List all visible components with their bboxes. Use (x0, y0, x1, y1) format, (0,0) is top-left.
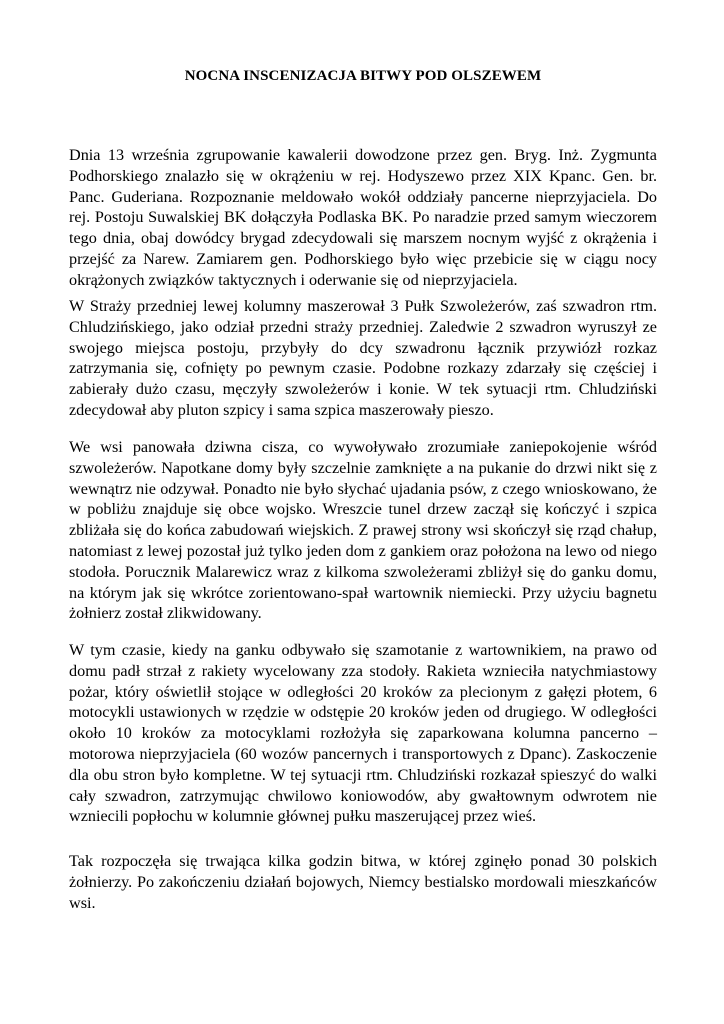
paragraph-2: W Straży przedniej lewej kolumny maszerował 3 Pułk Szwoleżerów, zaś szwadron rtm. Chludzińskiego, jako odział przedni straży przedniej. Zaledwie 2 szwadron wyruszył ze swojego miejsca postoju, przybyły do dcy szwadronu łącznik przywiózł rozkaz zatrzymania się, cofnięty po pewnym czasie. Podobne rozkazy zdarzały się częściej i zabierały dużo czasu, męczyły szwoleżerów i konie. W tek sytuacji rtm. Chludziński zdecydował aby pluton szpicy i sama szpica maszerowały pieszo. (69, 297, 657, 419)
paragraph-1: Dnia 13 września zgrupowanie kawalerii dowodzone przez gen. Bryg. Inż. Zygmunta Podhorskiego znalazło się w okrążeniu w rej. Hodyszewo przez XIX Kpanc. Gen. br. Panc. Guderiana. Rozpoznanie meldowało wokół oddziały pancerne nieprzyjaciela. Do rej. Postoju Suwalskiej BK dołączyła Podlaska BK. Po naradzie przed samym wieczorem tego dnia, obaj dowódcy brygad zdecydowali się marszem nocnym wyjść z okrążenia i przejść za Narew. Zamiarem gen. Podhorskiego było więc przebicie się w ciągu nocy okrążonych związków taktycznych i oderwanie się od nieprzyjaciela. (69, 146, 657, 289)
paragraph-3: We wsi panowała dziwna cisza, co wywoływało zrozumiałe zaniepokojenie wśród szwoleżerów. Napotkane domy były szczelnie zamknięte a na pukanie do drzwi nikt się z wewnątrz nie odzywał. Ponadto nie było słychać ujadania psów, z czego wnioskowano, że w pobliżu znajduje się obce wojsko. Wreszcie tunel drzew zaczął się kończyć i szpica zbliżała się do końca zabudowań wiejskich. Z prawej strony wsi skończył się rząd chałup, natomiast z lewej pozostał już tylko jeden dom z gankiem oraz położona na lewo od niego stodoła. Porucznik Malarewicz wraz z kilkoma szwoleżerami zbliżył się do ganku domu, na którym jak się wkrótce zorientowano-spał wartownik niemiecki. Przy użyciu bagnetu żołnierz został zlikwidowany. (69, 438, 657, 623)
paragraph-5: Tak rozpoczęła się trwająca kilka godzin bitwa, w której zginęło ponad 30 polskich żołnierzy. Po zakończeniu działań bojowych, Niemcy bestialsko mordowali mieszkańców wsi. (69, 852, 657, 912)
paragraph-4: W tym czasie, kiedy na ganku odbywało się szamotanie z wartownikiem, na prawo od domu padł strzał z rakiety wycelowany zza stodoły. Rakieta wznieciła natychmiastowy pożar, który oświetlił stojące w odległości 20 kroków za plecionym z gałęzi płotem, 6 motocykli ustawionych w rzędzie w odstępie 20 kroków jeden od drugiego. W odległości około 10 kroków za motocyklami rozłożyła się zaparkowana kolumna pancerno – motorowa nieprzyjaciela (60 wozów pancernych i transportowych z Dpanc). Zaskoczenie dla obu stron było kompletne. W tej sytuacji rtm. Chludziński rozkazał spieszyć do walki cały szwadron, zatrzymując chwilowo koniowodów, aby gwałtownym odwrotem nie wzniecili popłochu w kolumnie głównej pułku maszerującej przez wieś. (69, 641, 657, 826)
document-title: NOCNA INSCENIZACJA BITWY POD OLSZEWEM (184, 68, 542, 84)
